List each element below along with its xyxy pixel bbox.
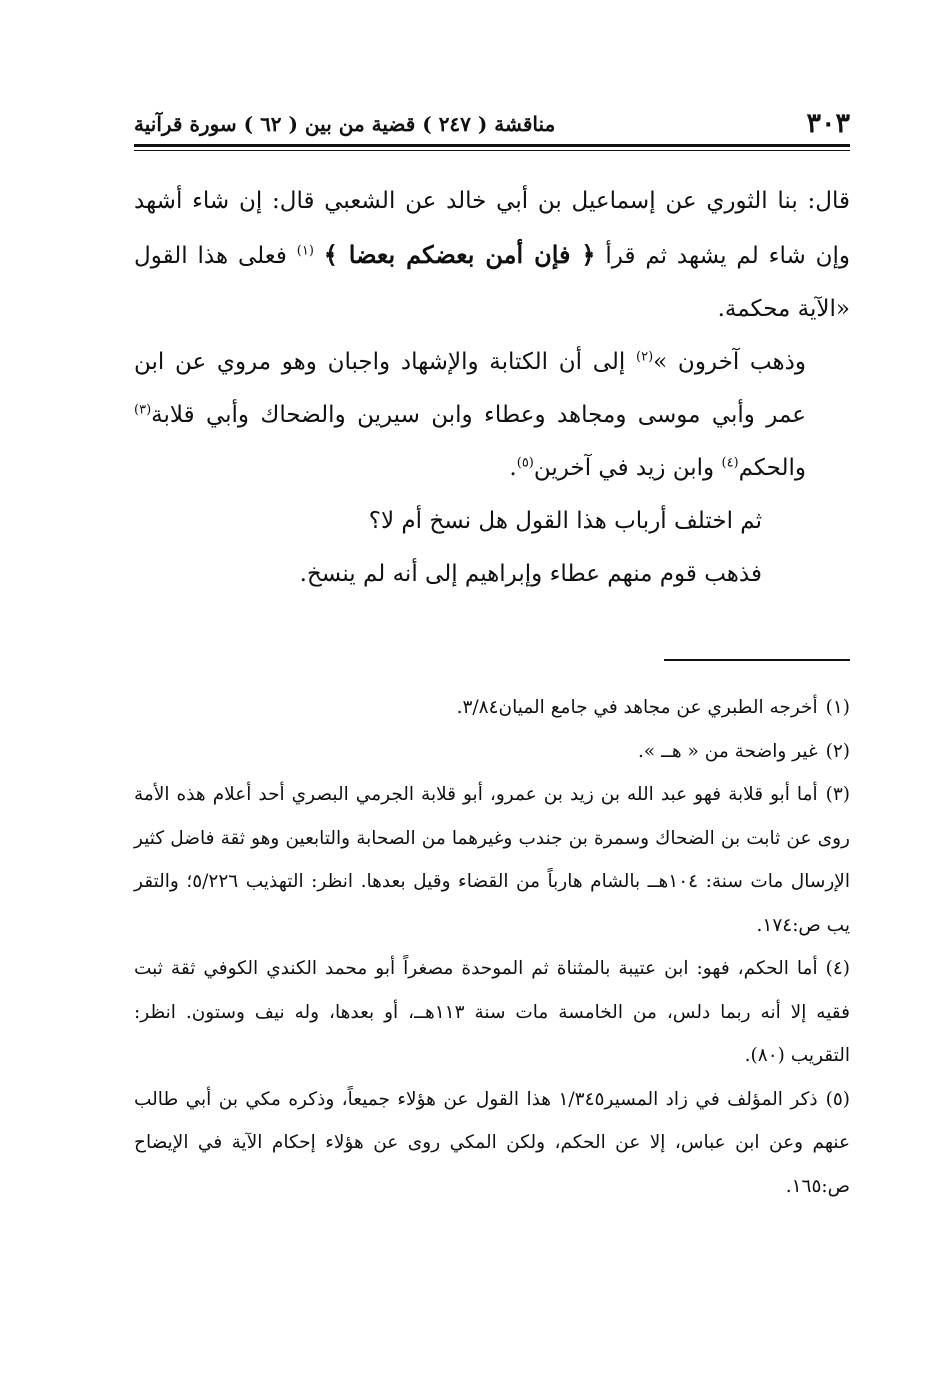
running-title: مناقشة ( ٢٤٧ ) قضية من بين ( ٦٢ ) سورة قرآنية: [134, 112, 556, 136]
footnote-text: غير واضحة من « هــ ».: [638, 740, 818, 762]
footnote-number: (٣): [825, 784, 850, 805]
paragraph-2-text-d: وابن زيد في آخرين: [533, 455, 715, 481]
footnote-ref-5: (٥): [516, 455, 534, 471]
footnote-ref-1: (١): [296, 243, 314, 259]
footnote-5: [134, 1078, 850, 1209]
footnote-ref-3: (٣): [134, 402, 152, 418]
paragraph-1-text-b: فعلى هذا القول «الآية محكمة.: [134, 243, 850, 322]
footnotes: [134, 686, 850, 1208]
paragraph-1: [134, 175, 850, 336]
footnote-number: (٤): [825, 958, 850, 979]
footnote-1: [134, 686, 850, 730]
footnote-text: ذكر المؤلف في زاد المسير١/٣٤٥ هذا القول عن هؤلاء جميعاً، وذكره مكي بن أبي طالب عنهم وعن ابن عباس، إلا عن الحكم، ولكن المكي روى عن هؤلاء إحكام الآية في الإيضاح ص:١٦٥.: [134, 1088, 850, 1197]
footnote-separator: [664, 659, 850, 661]
footnote-text: أخرجه الطبري عن مجاهد في جامع الميان٣/٨٤.: [456, 697, 818, 718]
paragraph-1-text-a: قال: بنا الثوري عن إسماعيل بن أبي خالد عن الشعبي قال: إن شاء أشهد وإن شاء لم يشهد ثم قرأ: [134, 188, 850, 269]
header-rule: [134, 144, 850, 147]
quran-verse: ﴿ فإن أمن بعضكم بعضا ﴾: [323, 240, 596, 269]
header-rule-thin: [134, 150, 850, 151]
paragraph-2: [134, 336, 850, 495]
main-text: [134, 175, 850, 601]
page-header: [134, 104, 850, 144]
footnote-text: أما الحكم، فهو: ابن عتيبة بالمثناة ثم الموحدة مصغراً أبو محمد الكندي الكوفي ثقة ثبت فقيه إلا أنه ربما دلس، من الخامسة مات سنة ١١٣هــ، أو بعدها، وله نيف وستون. انظر: التقريب (٨٠).: [134, 958, 850, 1066]
paragraph-2-text-c: والحكم: [738, 455, 806, 481]
footnote-number: (٥): [825, 1088, 850, 1110]
footnote-3: [134, 773, 850, 947]
footnote-ref-4: (٤): [721, 455, 739, 471]
footnote-number: (٢): [825, 740, 850, 762]
footnote-2: [134, 730, 850, 774]
paragraph-2-text-b: إلى أن الكتابة والإشهاد واجبان وهو مروي عن ابن عمر وأبي موسى ومجاهد وعطاء وابن سيرين والضحاك وأبي قلابة: [134, 349, 806, 428]
footnote-number: (١): [825, 697, 850, 718]
paragraph-4: فذهب قوم منهم عطاء وإبراهيم إلى أنه لم ينسخ.: [299, 561, 762, 587]
paragraph-3: ثم اختلف أرباب هذا القول هل نسخ أم لا؟: [368, 508, 762, 534]
page-number: ٣٠٣: [806, 108, 850, 139]
footnote-ref-2: (٢): [636, 349, 654, 365]
footnote-text: أما أبو قلابة فهو عبد الله بن زيد بن عمرو، أبو قلابة الجرمي البصري أحد أعلام هذه الأمة روى عن ثابت بن الضحاك وسمرة بن جندب وغيرهما من الصحابة والتابعين وهو ثقة فاضل كثير الإرسال مات سنة: ١٠٤هــ بالشام هارباً من القضاء وقيل بعدها. انظر: التهذيب ٥/٢٢٦؛ والتقر يب ص:١٧٤.: [134, 784, 850, 936]
paragraph-2-text-e: .: [509, 455, 517, 481]
footnote-4: [134, 947, 850, 1078]
paragraph-2-text-a: وذهب آخرون »: [653, 349, 806, 375]
